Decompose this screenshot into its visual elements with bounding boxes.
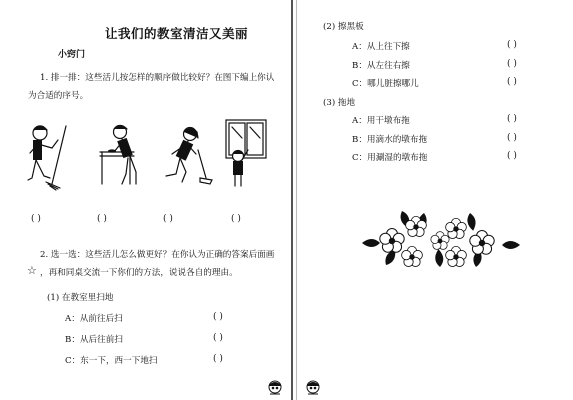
answer-blank-3b[interactable]: ( ) bbox=[507, 133, 517, 143]
option-2a: A：从上往下擦 bbox=[352, 42, 410, 52]
page-corner-mascot-icon bbox=[266, 378, 284, 396]
page-corner-mascot-icon bbox=[304, 378, 322, 396]
answer-blank-2c[interactable]: ( ) bbox=[507, 77, 517, 87]
answer-blank-2b[interactable]: ( ) bbox=[507, 59, 517, 69]
option-1b: B：从后往前扫 bbox=[65, 335, 123, 345]
question-1-line-2: 为合适的序号。 bbox=[28, 91, 89, 101]
star-icon: ☆ bbox=[27, 264, 37, 277]
boy-wiping-desk-illustration bbox=[96, 122, 152, 194]
sub-question-3-heading: (3) 拖地 bbox=[323, 98, 356, 108]
sub-question-2-heading: (2) 擦黑板 bbox=[323, 22, 364, 32]
option-3b: B：用滴水的墩布拖 bbox=[352, 135, 428, 145]
page-gutter bbox=[291, 0, 293, 400]
order-blank-1[interactable]: ( ) bbox=[31, 214, 41, 224]
boy-sweeping-illustration bbox=[22, 118, 82, 193]
answer-blank-3c[interactable]: ( ) bbox=[507, 151, 517, 161]
question-1-line-1: 1. 排一排：这些活儿按怎样的顺序做比较好？在图下编上你认 bbox=[40, 73, 275, 83]
flower-garland-decoration bbox=[352, 205, 524, 285]
option-3a: A：用干墩布拖 bbox=[352, 116, 410, 126]
question-2-line-2: ，再和同桌交流一下你们的方法，说说各自的理由。 bbox=[40, 268, 238, 278]
answer-blank-3a[interactable]: ( ) bbox=[507, 114, 517, 124]
sub-question-1-heading: (1) 在教室里扫地 bbox=[47, 293, 114, 303]
option-1c: C：东一下，西一下地扫 bbox=[65, 356, 158, 366]
option-2b: B：从左往右擦 bbox=[352, 61, 410, 71]
option-3c: C：用涮湿的墩布拖 bbox=[352, 153, 428, 163]
page-title: 让我们的教室清洁又美丽 bbox=[105, 26, 249, 41]
option-2c: C：哪儿脏擦哪儿 bbox=[352, 79, 419, 89]
answer-blank-1a[interactable]: ( ) bbox=[213, 312, 223, 322]
order-blank-3[interactable]: ( ) bbox=[163, 214, 173, 224]
order-blank-4[interactable]: ( ) bbox=[231, 214, 241, 224]
girl-cleaning-window-illustration bbox=[220, 118, 270, 190]
girl-sweeping-dustpan-illustration bbox=[152, 124, 216, 194]
order-blank-2[interactable]: ( ) bbox=[97, 214, 107, 224]
page-gutter-shadow bbox=[296, 0, 297, 400]
answer-blank-2a[interactable]: ( ) bbox=[507, 40, 517, 50]
question-2-line-1: 2. 选一选：这些活儿怎么做更好？在你认为正确的答案后面画 bbox=[40, 250, 275, 260]
answer-blank-1b[interactable]: ( ) bbox=[213, 333, 223, 343]
option-1a: A：从前往后扫 bbox=[65, 314, 123, 324]
answer-blank-1c[interactable]: ( ) bbox=[213, 354, 223, 364]
tip-heading: 小窍门 bbox=[58, 50, 86, 60]
